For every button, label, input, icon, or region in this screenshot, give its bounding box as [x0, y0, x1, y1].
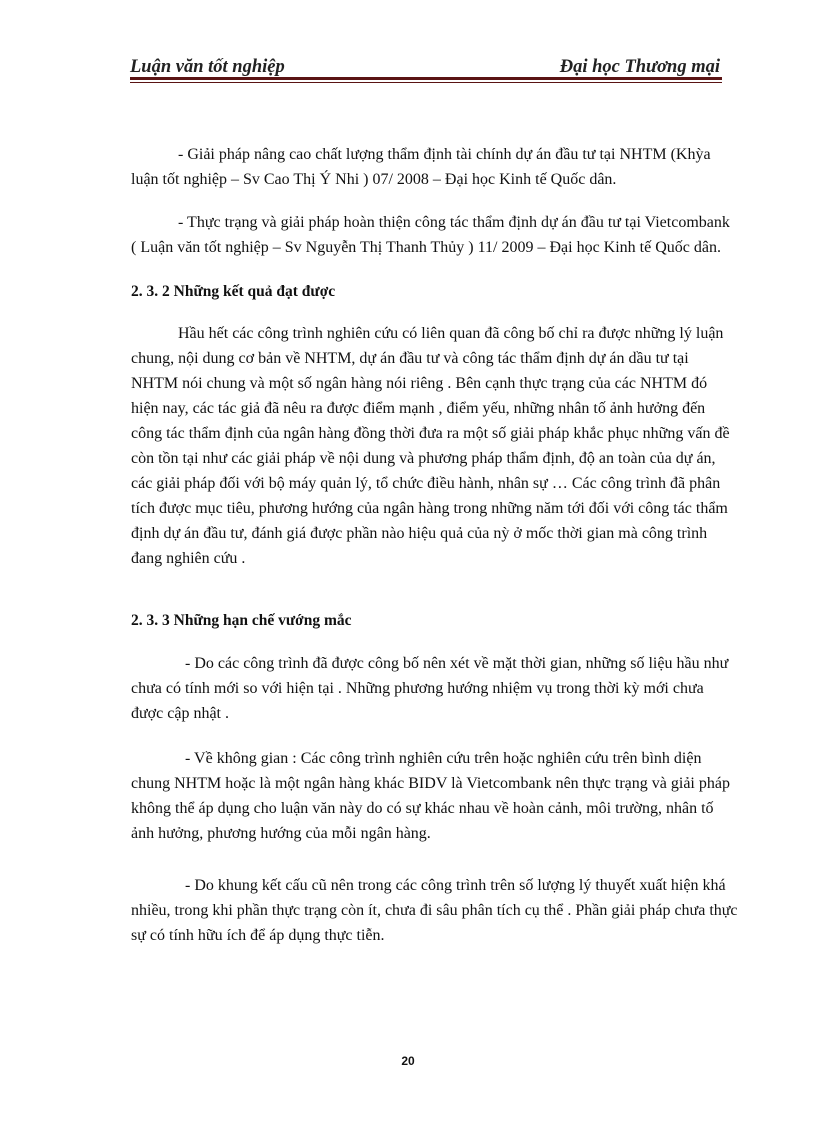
text-line: nhiều, trong khi phần thực trạng còn ít, chưa đi sâu phân tích cụ thể . Phần giải pháp chưa thực	[131, 902, 738, 919]
header-rule-thin	[130, 82, 722, 83]
text-line: hiện nay, các tác giả đã nêu ra được điểm mạnh , điểm yếu, những nhân tố ảnh hưởng đến	[131, 400, 706, 417]
text-line: công tác thẩm định của ngân hàng đồng thời đưa ra một số giải pháp khắc phục những vấn đề	[131, 425, 730, 442]
header-left-title: Luận văn tốt nghiệp	[130, 57, 285, 77]
text-line: chưa có tính mới so với hiện tại . Những phương hướng nhiệm vụ trong thời kỳ mới chưa	[131, 680, 704, 697]
text-line: sự có tính hữu ích để áp dụng thực tiễn.	[131, 927, 385, 944]
text-line: còn tồn tại như các giải pháp về nội dung và phương pháp thẩm định, độ an toàn của dự án,	[131, 450, 716, 467]
page-header	[130, 50, 720, 78]
text-line: các giải pháp đối với bộ máy quản lý, tổ chức điều hành, nhân sự … Các công trình đã phân	[131, 475, 721, 492]
text-line: Hầu hết các công trình nghiên cứu có liên quan đã công bố chỉ ra được những lý luận	[178, 325, 724, 342]
text-line: tích được mục tiêu, phương hướng của ngân hàng trong những năm tới đối với công tác thẩm	[131, 500, 728, 517]
limitation-1	[131, 651, 743, 726]
header-rule-thick	[130, 77, 722, 80]
text-line: - Về không gian : Các công trình nghiên cứu trên hoặc nghiên cứu trên bình diện	[185, 750, 702, 767]
text-line: luận tốt nghiệp – Sv Cao Thị Ý Nhi ) 07/ 2008 – Đại học Kinh tế Quốc dân.	[131, 171, 617, 188]
text-line: - Do các công trình đã được công bố nên xét về mặt thời gian, những số liệu hầu như	[185, 655, 729, 672]
text-line: không thể áp dụng cho luận văn này do có sự khác nhau về hoàn cảnh, môi trường, nhân tố	[131, 800, 714, 817]
text-line: ảnh hưởng, phương hướng của mỗi ngân hàng.	[131, 825, 431, 842]
text-line: - Do khung kết cấu cũ nên trong các công trình trên số lượng lý thuyết xuất hiện khá	[185, 877, 726, 894]
page-number: 20	[401, 1054, 415, 1068]
text-line: định dự án đầu tư, đánh giá được phần nào hiệu quả của nỳ ở mốc thời gian mà công trình	[131, 525, 708, 542]
text-line: chung NHTM hoặc là một ngân hàng khác BIDV là Vietcombank nên thực trạng và giải pháp	[131, 775, 730, 792]
limitation-2	[131, 746, 743, 846]
text-line: NHTM nói chung và một số ngân hàng nói riêng . Bên cạnh thực trạng của các NHTM đó	[131, 375, 708, 392]
text-line: - Thực trạng và giải pháp hoàn thiện công tác thẩm định dự án đầu tư tại Vietcombank	[178, 214, 730, 231]
section-heading-limitations: 2. 3. 3 Những hạn chế vướng mắc	[131, 612, 352, 629]
section-heading-results: 2. 3. 2 Những kết quả đạt được	[131, 283, 336, 300]
text-line: chung, nội dung cơ bản về NHTM, dự án đầu tư và công tác thẩm định dự án dầu tư tại	[131, 350, 689, 367]
limitation-3	[131, 873, 743, 948]
text-line: ( Luận văn tốt nghiệp – Sv Nguyễn Thị Thanh Thủy ) 11/ 2009 – Đại học Kinh tế Quốc dân.	[131, 239, 721, 256]
text-line: đang nghiên cứu .	[131, 550, 246, 567]
text-line: - Giải pháp nâng cao chất lượng thẩm định tài chính dự án đầu tư tại NHTM (Khỳa	[178, 146, 711, 163]
reference-2	[131, 210, 743, 260]
reference-1	[131, 142, 743, 192]
header-right-title: Đại học Thương mại	[559, 57, 720, 77]
results-paragraph	[131, 321, 743, 571]
text-line: được cập nhật .	[131, 705, 229, 722]
